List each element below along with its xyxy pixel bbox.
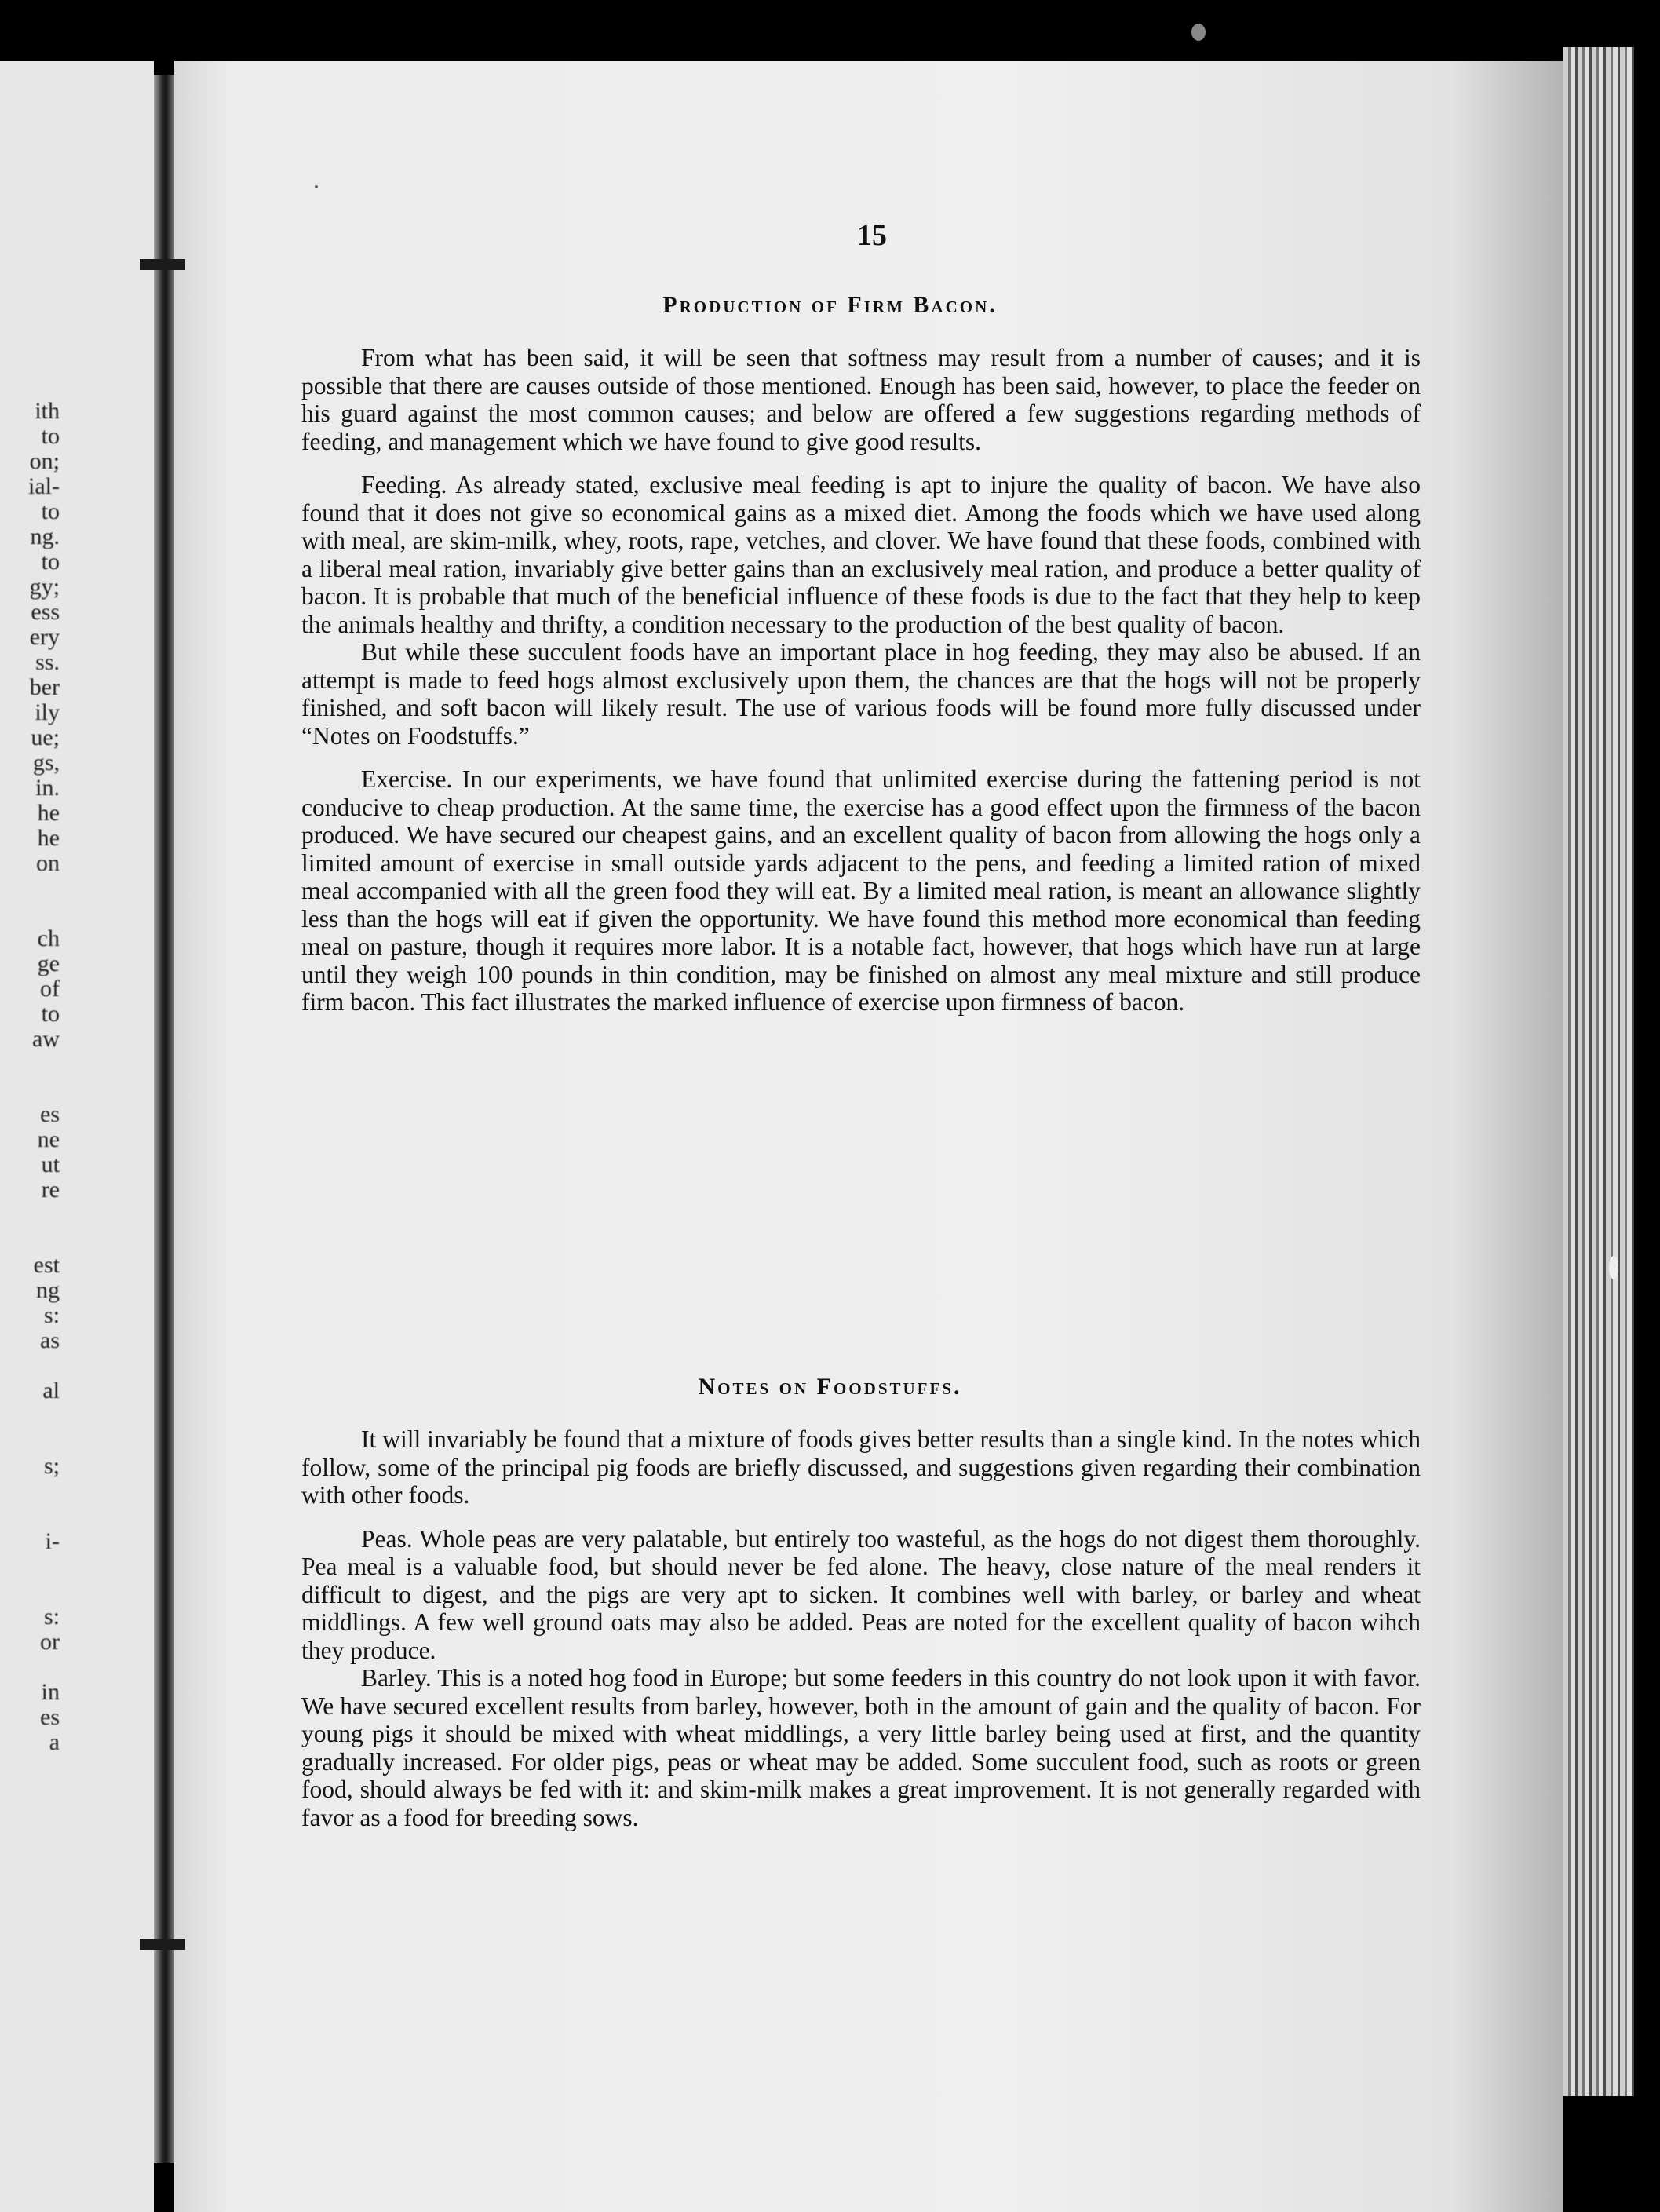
page-number: 15	[857, 219, 887, 252]
left-page-fragment: ess	[31, 599, 60, 625]
paragraph-barley: Barley. This is a noted hog food in Europe; but some feeders in this country do not look upon it with favor. We have secured excellent results from barley, however, both in the amount of gain and the quality of bacon. For young pigs it should be mixed with wheat middlings, a very little barley being used at first, and the quantity gradually increased. For older pigs, peas or wheat may be added. Some succulent food, such as roots or green food, should always be fed with it: and skim-milk makes a great improvement. It is not generally regarded with favor as a food for breeding sows.	[301, 1664, 1421, 1831]
left-page-fragment: he	[37, 825, 60, 851]
left-page-fragment: aw	[32, 1026, 60, 1052]
left-page-fragment: on;	[29, 448, 60, 474]
paragraph-mixture: It will invariably be found that a mixture of foods gives better results than a single kind. In the notes which follow, some of the principal pig foods are briefly discussed, and suggestions given regarding their combination with other foods.	[301, 1425, 1421, 1509]
section-body-foodstuffs	[301, 1425, 1421, 1831]
page-tab-mark	[1609, 1256, 1618, 1279]
left-page-fragment: s:	[43, 1604, 60, 1630]
book-spine	[154, 75, 174, 2163]
left-page-fragment	[0, 1052, 60, 1077]
left-page-fragment: gy;	[29, 574, 60, 600]
left-page-fragment	[0, 1504, 60, 1529]
left-page-fragment: as	[40, 1327, 60, 1353]
left-page-fragment: ut	[41, 1152, 60, 1177]
left-page-fragment: a	[49, 1729, 60, 1755]
left-page-fragment	[0, 1655, 60, 1680]
dust-speck	[1191, 24, 1206, 41]
left-page-fragment: ial-	[28, 473, 60, 499]
section-body-firm-bacon	[301, 344, 1421, 1017]
left-page-fragment	[0, 1554, 60, 1579]
left-page-fragment: ily	[35, 699, 60, 725]
left-page-fragment: to	[41, 423, 60, 449]
left-page-fragment: to	[41, 498, 60, 524]
left-page-fragment: ber	[29, 674, 60, 700]
left-page-fragment: of	[40, 976, 60, 1002]
left-page-fragment: re	[41, 1177, 60, 1203]
left-page-fragment: s;	[43, 1453, 60, 1479]
left-page-fragment: in	[41, 1679, 60, 1705]
left-page-fragment	[0, 1077, 60, 1102]
left-page-fragment: in.	[35, 775, 60, 801]
left-page-fragment	[0, 1203, 60, 1228]
paragraph-peas: Peas. Whole peas are very palatable, but entirely too wasteful, as the hogs do not digest them thoroughly. Pea meal is a valuable food, but should never be fed alone. The heavy, close nature of the meal renders it difficult to digest, and the pigs are very apt to sicken. It combines well with barley, or barley and wheat middlings. A few well ground oats may also be added. Peas are noted for the excellent quality of bacon wihch they produce.	[301, 1524, 1421, 1664]
left-page-fragment: ith	[35, 398, 60, 424]
left-page-fragment: ge	[37, 951, 60, 976]
section-heading-firm-bacon: Production of Firm Bacon.	[662, 292, 998, 318]
left-page-fragment: s:	[43, 1302, 60, 1328]
left-page-fragment: ng	[36, 1277, 60, 1303]
left-page-fragment: i-	[45, 1528, 60, 1554]
spine-mark	[140, 259, 185, 270]
left-page-fragment	[0, 1228, 60, 1253]
left-page-fragment	[0, 1579, 60, 1604]
dust-speck	[315, 185, 318, 188]
left-page-fragment: to	[41, 549, 60, 575]
paragraph-intro: From what has been said, it will be seen that softness may result from a number of causes; and it is possible that there are causes outside of those mentioned. Enough has been said, however, to place the feeder on his guard against the most common causes; and below are offered a few suggestions regarding methods of feeding, and management which we have found to give good results.	[301, 344, 1421, 455]
left-page-text-fragments	[0, 399, 60, 1755]
left-page-fragment: or	[40, 1629, 60, 1655]
left-page-fragment: ng.	[30, 524, 60, 549]
left-page-fragment	[0, 1403, 60, 1429]
left-page-fragment: on	[36, 850, 60, 876]
spine-mark	[140, 1939, 185, 1950]
left-page-fragment: ery	[29, 624, 60, 650]
left-page-fragment: al	[42, 1378, 60, 1403]
left-page-fragment	[0, 901, 60, 926]
left-page-fragment: es	[40, 1101, 60, 1127]
left-page-fragment: ch	[37, 925, 60, 951]
left-page-fragment	[0, 876, 60, 901]
left-page-fragment: ss.	[35, 649, 60, 675]
paragraph-succulent-foods: But while these succulent foods have an important place in hog feeding, they may also be abused. If an attempt is made to feed hogs almost exclusively upon them, the chances are that the hogs will not be properly finished, and soft bacon will likely result. The use of various foods will be found more fully discussed under “Notes on Foodstuffs.”	[301, 638, 1421, 750]
paragraph-feeding: Feeding. As already stated, exclusive meal feeding is apt to injure the quality of bacon. We have also found that it does not give so economical gains as a mixed diet. Among the foods which we have used along with meal, are skim-milk, whey, roots, rape, vetches, and clover. We have found that these foods, combined with a liberal meal ration, invariably give better gains than an exclusively meal ration, and produce a better quality of bacon. It is probable that much of the beneficial influence of these foods is due to the fact that they help to keep the animals healthy and thrifty, a condition necessary to the production of the best quality of bacon.	[301, 471, 1421, 638]
left-page-fragment: he	[37, 800, 60, 826]
left-page-fragment: ne	[37, 1126, 60, 1152]
section-heading-foodstuffs: Notes on Foodstuffs.	[698, 1374, 962, 1400]
left-page	[0, 61, 154, 2212]
page-edges	[1563, 47, 1634, 2096]
left-page-fragment: est	[33, 1252, 60, 1278]
left-page-fragment: to	[41, 1001, 60, 1027]
paragraph-exercise: Exercise. In our experiments, we have found that unlimited exercise during the fattening period is not conducive to cheap production. At the same time, the exercise has a good effect upon the firmness of the bacon produced. We have secured our cheapest gains, and an excellent quality of bacon from allowing the hogs only a limited amount of exercise in small outside yards adjacent to the pens, and feeding a limited ration of mixed meal accompanied with all the green food they will eat. By a limited meal ration, is meant an allowance slightly less than the hogs will eat if given the opportunity. We have found this method more economical than feeding meal on pasture, though it requires more labor. It is a notable fact, however, that hogs which have run at large until they weigh 100 pounds in thin condition, may be finished on almost any meal mixture and still produce firm bacon. This fact illustrates the marked influence of exercise upon firmness of bacon.	[301, 765, 1421, 1016]
left-page-fragment	[0, 1479, 60, 1504]
left-page-fragment: gs,	[32, 750, 60, 776]
left-page-fragment: es	[40, 1704, 60, 1730]
left-page-fragment	[0, 1429, 60, 1454]
left-page-fragment: ue;	[31, 725, 60, 750]
